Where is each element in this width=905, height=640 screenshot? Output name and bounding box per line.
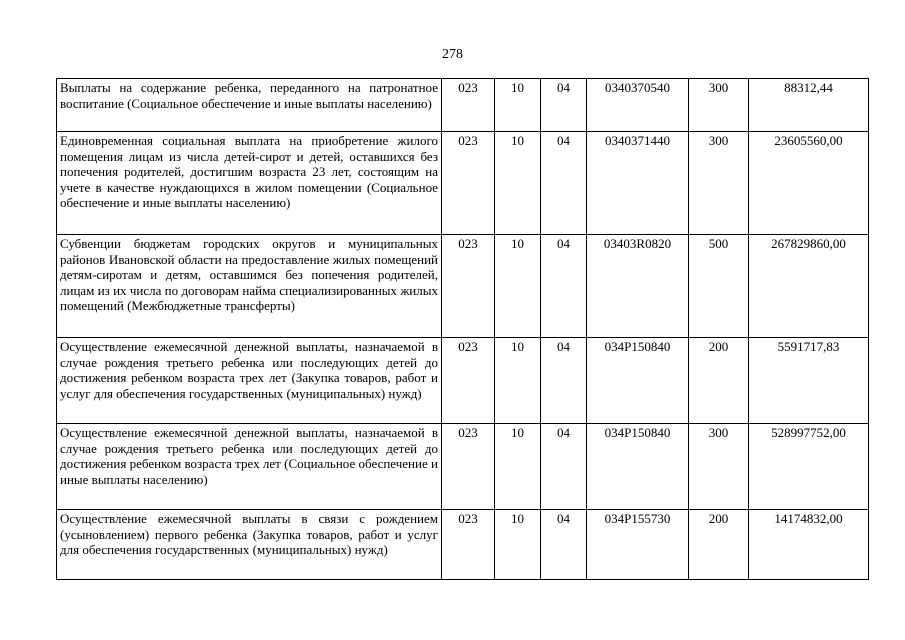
row-expense-type: 300 xyxy=(689,132,749,235)
row-description: Осуществление ежемесячной выплаты в связи с рождением (усыновлением) первого ребенка (Закупка товаров, работ и услуг для обеспечения государственных (муниципальных) нужд) xyxy=(57,510,442,580)
row-description: Выплаты на содержание ребенка, переданного на патронатное воспитание (Социальное обеспечение и иные выплаты населению) xyxy=(57,79,442,132)
row-subsection-code: 04 xyxy=(541,79,587,132)
row-section-code: 10 xyxy=(495,510,541,580)
row-subsection-code: 04 xyxy=(541,510,587,580)
row-ministry-code: 023 xyxy=(442,424,495,510)
row-subsection-code: 04 xyxy=(541,424,587,510)
row-subsection-code: 04 xyxy=(541,132,587,235)
row-amount: 267829860,00 xyxy=(749,235,869,338)
table-row xyxy=(57,424,869,510)
row-section-code: 10 xyxy=(495,424,541,510)
row-description: Единовременная социальная выплата на приобретение жилого помещения лицам из числа детей-сирот и детей, оставшихся без попечения родителей, достигшим возраста 23 лет, состоящим на учете в качестве нуждающихся в жилом помещении (Социальное обеспечение и иные выплаты населению) xyxy=(57,132,442,235)
budget-table xyxy=(56,78,869,580)
row-amount: 23605560,00 xyxy=(749,132,869,235)
row-ministry-code: 023 xyxy=(442,235,495,338)
row-expense-type: 200 xyxy=(689,510,749,580)
table-row xyxy=(57,338,869,424)
row-target-article: 0340371440 xyxy=(587,132,689,235)
row-description: Субвенции бюджетам городских округов и муниципальных районов Ивановской области на предоставление жилых помещений детям-сиротам и детям, оставшимся без попечения родителей, лицам из их числа по договорам найма специализированных жилых помещений (Межбюджетные трансферты) xyxy=(57,235,442,338)
row-target-article: 034P155730 xyxy=(587,510,689,580)
row-section-code: 10 xyxy=(495,338,541,424)
table-row xyxy=(57,79,869,132)
row-subsection-code: 04 xyxy=(541,338,587,424)
row-description: Осуществление ежемесячной денежной выплаты, назначаемой в случае рождения третьего ребенка или последующих детей до достижения ребенком возраста трех лет (Закупка товаров, работ и услуг для обеспечения государственных (муниципальных) нужд) xyxy=(57,338,442,424)
row-section-code: 10 xyxy=(495,79,541,132)
row-amount: 528997752,00 xyxy=(749,424,869,510)
row-section-code: 10 xyxy=(495,235,541,338)
row-target-article: 03403R0820 xyxy=(587,235,689,338)
row-amount: 88312,44 xyxy=(749,79,869,132)
row-expense-type: 300 xyxy=(689,424,749,510)
table-row xyxy=(57,132,869,235)
row-section-code: 10 xyxy=(495,132,541,235)
row-description: Осуществление ежемесячной денежной выплаты, назначаемой в случае рождения третьего ребенка или последующих детей до достижения ребенком возраста трех лет (Социальное обеспечение и иные выплаты населению) xyxy=(57,424,442,510)
row-ministry-code: 023 xyxy=(442,132,495,235)
row-expense-type: 300 xyxy=(689,79,749,132)
row-ministry-code: 023 xyxy=(442,338,495,424)
row-target-article: 034P150840 xyxy=(587,338,689,424)
row-amount: 14174832,00 xyxy=(749,510,869,580)
row-target-article: 0340370540 xyxy=(587,79,689,132)
row-expense-type: 500 xyxy=(689,235,749,338)
row-ministry-code: 023 xyxy=(442,510,495,580)
table-row xyxy=(57,510,869,580)
row-amount: 5591717,83 xyxy=(749,338,869,424)
table-row xyxy=(57,235,869,338)
row-target-article: 034P150840 xyxy=(587,424,689,510)
page-number: 278 xyxy=(442,47,463,62)
row-expense-type: 200 xyxy=(689,338,749,424)
row-subsection-code: 04 xyxy=(541,235,587,338)
row-ministry-code: 023 xyxy=(442,79,495,132)
